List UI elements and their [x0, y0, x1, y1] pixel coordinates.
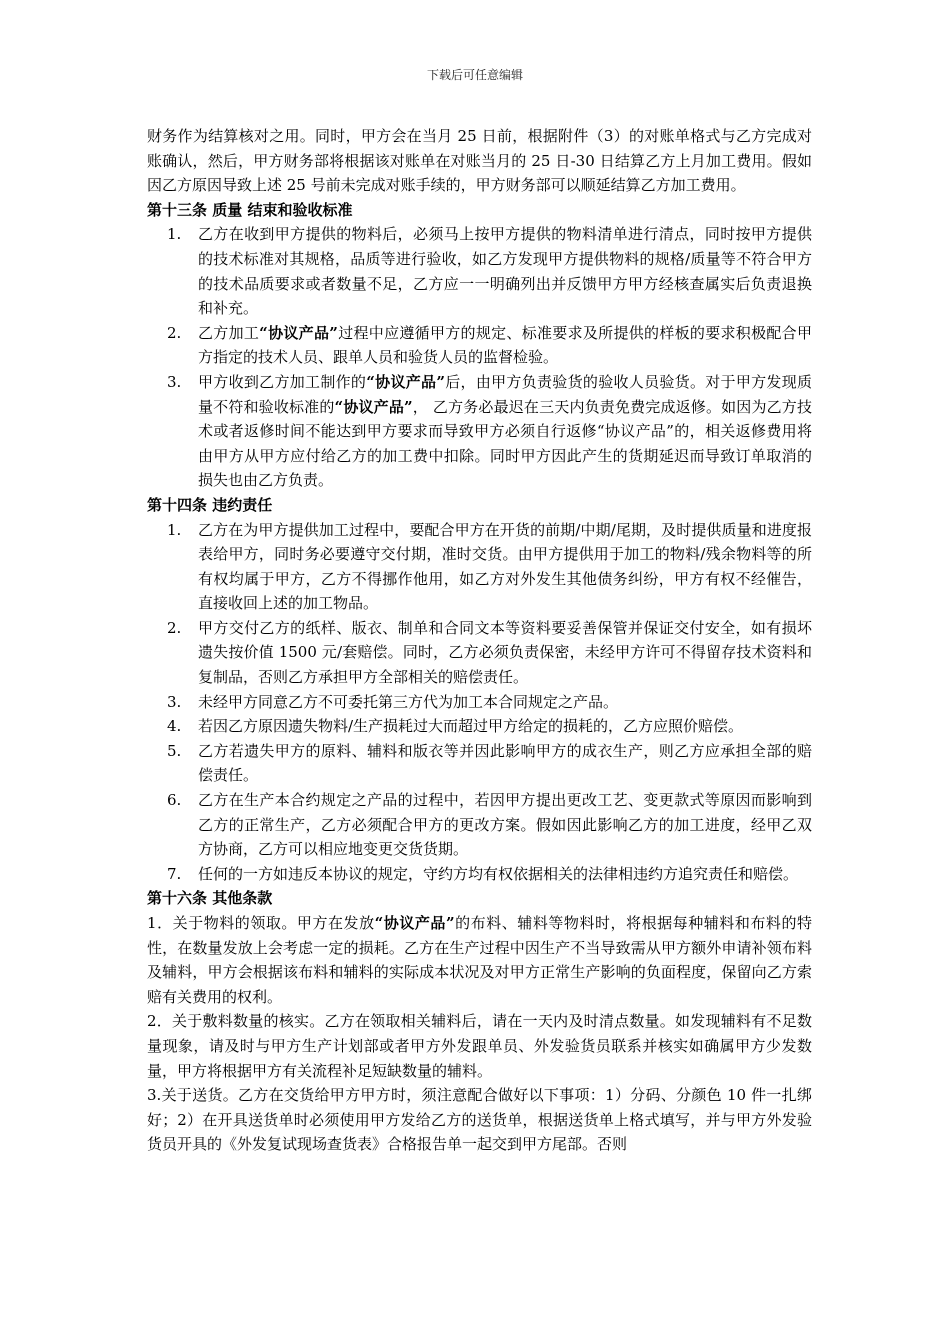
list-item — [147, 222, 812, 320]
list-number: 6. — [167, 791, 182, 810]
list-item-text: 甲方交付乙方的纸样、版衣、制单和合同文本等资料要妥善保管并保证交付安全，如有损坏遗失按价值 1500 元/套赔偿。同时，乙方必须负责保密，未经甲方许可不得留存技术资料和复制品，否则乙方承担甲方全部相关的赔偿责任。 — [198, 618, 812, 687]
list-item — [147, 690, 812, 715]
list-item-text: 乙方在收到甲方提供的物料后，必须马上按甲方提供的物料清单进行清点，同时按甲方提供的技术标准对其规格，品质等进行验收，如乙方发现甲方提供物料的规格/质量等不符合甲方的技术品质要求或者数量不足，乙方应一一明确列出并反馈甲方甲方经核查属实后负责退换和补充。 — [198, 225, 812, 318]
list-item-text: 任何的一方如违反本协议的规定，守约方均有权依据相关的法律相违约方追究责任和赔偿。 — [198, 864, 799, 883]
list-item-text: 乙方在生产本合约规定之产品的过程中，若因甲方提出更改工艺、变更款式等原因而影响到乙方的正常生产，乙方必须配合甲方的更改方案。假如因此影响乙方的加工进度，经甲乙双方协商，乙方可以相应地变更交货货期。 — [198, 791, 812, 859]
list-item — [147, 862, 812, 887]
list-item — [147, 616, 812, 690]
list-item-text: 乙方加工 — [198, 323, 260, 342]
list-item — [147, 321, 812, 370]
list-number: 3. — [167, 692, 182, 711]
list-item — [147, 518, 812, 616]
list-number: 1. — [167, 520, 182, 539]
list-item — [147, 739, 812, 788]
section-13-list — [147, 222, 812, 493]
section-14-heading: 第十四条 违约责任 — [147, 495, 273, 514]
section-14-list — [147, 518, 812, 887]
section-13-heading: 第十三条 质量 结束和验收标准 — [147, 200, 353, 219]
clause-paragraph — [147, 911, 812, 1009]
list-item-text: 后，由甲方负责验货的验收人员验货。对于甲方发现质量不符和验收标准的 — [198, 372, 812, 416]
bold-term: “协议产品” — [374, 914, 455, 932]
list-number: 1. — [167, 225, 182, 244]
page-header: 下载后可任意编辑 — [426, 68, 523, 82]
bold-term: “协议产品” — [334, 397, 413, 416]
list-number: 3. — [167, 372, 182, 391]
list-item-text: 未经甲方同意乙方不可委托第三方代为加工本合同规定之产品。 — [198, 692, 619, 711]
bold-term: “协议产品” — [366, 372, 445, 391]
list-item — [147, 370, 812, 493]
list-item-text: 过程中应遵循甲方的规定、标准要求及所提供的样板的要求积极配合甲方指定的技术人员、跟单人员和验货人员的监督检验。 — [198, 323, 812, 367]
intro-paragraph: 财务作为结算核对之用。同时，甲方会在当月 25 日前，根据附件（3）的对账单格式与乙方完成对账确认，然后，甲方财务部将根据该对账单在对账当月的 25 日-30 日结算乙方上月加工费用。假如因乙方原因导致上述 25 号前未完成对账手续的，甲方财务部可以顺延结算乙方加工费用。 — [147, 127, 812, 195]
list-number: 4. — [167, 717, 182, 736]
list-number: 2. — [167, 618, 182, 637]
clause-paragraph: 3.关于送货。乙方在交货给甲方甲方时，须注意配合做好以下事项：1）分码、分颜色 10 件一扎绑好；2）在开具送货单时必须使用甲方发给乙方的送货单，根据送货单上格式填写，并与甲方外发验货员开具的《外发复试现场查货表》合格报告单一起交到甲方尾部。否则 — [147, 1086, 812, 1154]
bold-term: “协议产品” — [259, 323, 338, 342]
list-item — [147, 788, 812, 862]
list-item-text: 乙方若遗失甲方的原料、辅料和版衣等并因此影响甲方的成衣生产，则乙方应承担全部的赔偿责任。 — [198, 741, 812, 785]
section-16-heading: 第十六条 其他条款 — [147, 889, 273, 908]
list-item-text: 乙方在为甲方提供加工过程中，要配合甲方在开货的前期/中期/尾期，及时提供质量和进度报表给甲方，同时务必要遵守交付期，准时交货。由甲方提供用于加工的物料/残余物料等的所有权均属于甲方，乙方不得挪作他用，如乙方对外发生其他债务纠纷，甲方有权不经催告，直接收回上述的加工物品。 — [198, 520, 812, 613]
clause-text: 的布料、辅料等物料时，将根据每种辅料和布料的特性，在数量发放上会考虑一定的损耗。乙方在生产过程中因生产不当导致需从甲方额外申请补领布料及辅料，甲方会根据该布料和辅料的实际成本状况及对甲方正常生产影响的负面程度，保留向乙方索赔有关费用的权利。 — [147, 914, 812, 1006]
list-number: 5. — [167, 741, 182, 760]
clause-paragraph: 2．关于敷料数量的核实。乙方在领取相关辅料后，请在一天内及时清点数量。如发现辅料有不足数量现象，请及时与甲方生产计划部或者甲方外发跟单员、外发验货员联系并核实如确属甲方少发数量，甲方将根据甲方有关流程补足短缺数量的辅料。 — [147, 1012, 812, 1080]
list-item-text: 若因乙方原因遗失物料/生产损耗过大而超过甲方给定的损耗的，乙方应照价赔偿。 — [198, 717, 744, 736]
list-item-text: 甲方收到乙方加工制作的 — [198, 372, 367, 391]
list-item — [147, 714, 812, 739]
clause-text: 1．关于物料的领取。甲方在发放 — [147, 914, 375, 932]
document-body — [147, 124, 812, 1157]
list-number: 2. — [167, 323, 182, 342]
list-item-text: ， 乙方务必最迟在三天内负责免费完成返修。如因为乙方技术或者返修时间不能达到甲方要求而导致甲方必须自行返修“协议产品”的，相关返修费用将由甲方从甲方应付给乙方的加工费中扣除。同时甲方因此产生的货期延迟而导致订单取消的损失也由乙方负责。 — [198, 397, 812, 490]
list-number: 7. — [167, 864, 182, 883]
